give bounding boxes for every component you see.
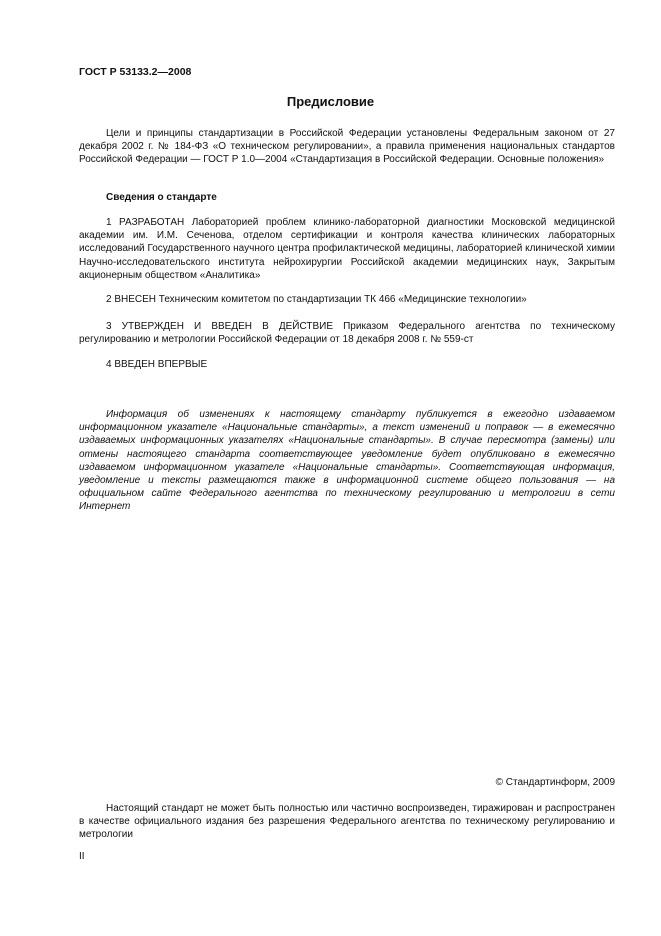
section-subtitle: Сведения о стандарте [106, 192, 217, 203]
document-code-header: ГОСТ Р 53133.2—2008 [79, 66, 192, 78]
reproduction-notice: Настоящий стандарт не может быть полностью или частично воспроизведен, тиражирован и распространен в качестве официального издания без разрешения Федерального агентства по техническому регулированию и метрологии [79, 803, 615, 841]
item-developed: 1 РАЗРАБОТАН Лабораторией проблем клинико-лабораторной диагностики Московской медицинской академии им. И.М. Сеченова, отделом сертификации и контроля качества клинических лабораторных исследований Государственного научного центра профилактической медицины, лабораторией клинической химии Научно-исследовательского института нейрохирургии Российской академии медицинских наук, Закрытым акционерным обществом «Аналитика» [79, 217, 615, 281]
info-note-paragraph: Информация об изменениях к настоящему стандарту публикуется в ежегодно издаваемом информационном указателе «Национальные стандарты», а текст изменений и поправок — в ежемесячно издаваемых информационных указателях «Национальные стандарты». В случае пересмотра (замены) или отмены настоящего стандарта соответствующее уведомление будет опубликовано в ежемесячно издаваемом информационном указателе «Национальные стандарты». Соответствующая информация, уведомление и тексты размещаются также в информационной системе общего пользования — на официальном сайте Федерального агентства по техническому регулированию и метрологии в сети Интернет [79, 409, 615, 513]
page-title: Предисловие [286, 94, 375, 109]
copyright-line: © Стандартинформ, 2009 [495, 777, 615, 788]
item-first-introduced: 4 ВВЕДЕН ВПЕРВЫЕ [106, 359, 208, 370]
item-introduced: 2 ВНЕСЕН Техническим комитетом по стандартизации ТК 466 «Медицинские технологии» [106, 294, 527, 305]
page-number: II [79, 851, 85, 862]
intro-paragraph: Цели и принципы стандартизации в Российской Федерации установлены Федеральным законом от 27 декабря 2002 г. № 184-ФЗ «О техническом регулировании», а правила применения национальных стандартов Российской Федерации — ГОСТ Р 1.0—2004 «Стандартизация в Российской Федерации. Основные положения» [79, 128, 615, 166]
item-approved: 3 УТВЕРЖДЕН И ВВЕДЕН В ДЕЙСТВИЕ Приказом Федерального агентства по техническому регулированию и метрологии Российской Федерации от 18 декабря 2008 г. № 559-ст [79, 321, 615, 346]
